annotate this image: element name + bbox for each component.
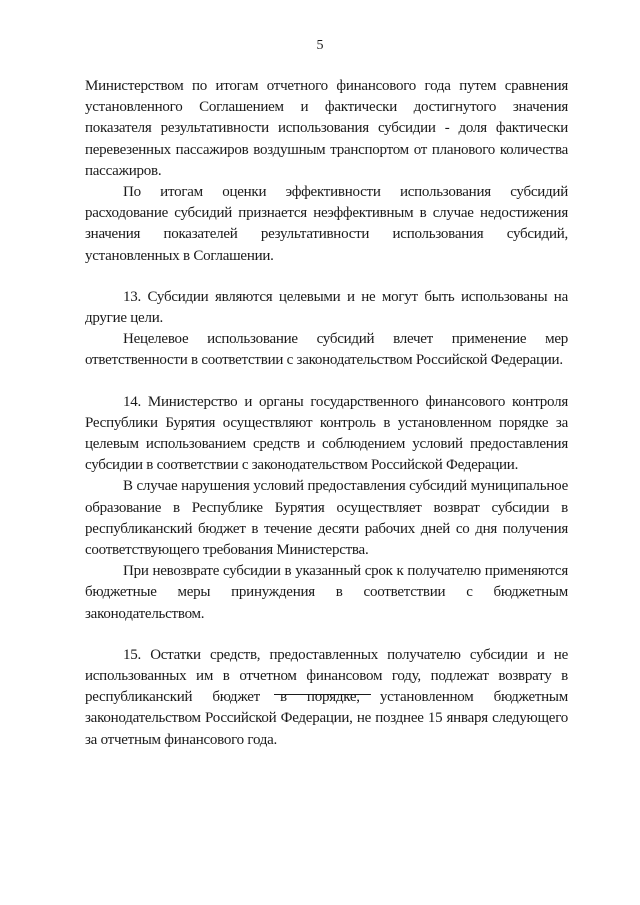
page-number: 5 <box>316 38 324 53</box>
paragraph-evaluation-method: Министерством по итогам отчетного финансового года путем сравнения установленного Соглашением и фактически достигнутого значения показателя результативности использования субсидии - доля фактически перевезенных пассажиров воздушным транспортом от планового количества пассажиров. <box>85 78 568 179</box>
end-of-document-rule <box>274 694 371 695</box>
paragraph-misuse-liability: Нецелевое использование субсидий влечет применение мер ответственности в соответствии с законодательством Российской Федерации. <box>85 331 568 369</box>
paragraph-enforcement-measures: При невозврате субсидии в указанный срок к получателю применяются бюджетные меры принуждения в соответствии с бюджетным законодательством. <box>85 563 568 622</box>
clause-13-targeted-use: 13. Субсидии являются целевыми и не могут быть использованы на другие цели. <box>85 288 568 327</box>
document-body <box>85 76 568 751</box>
clause-14-control: 14. Министерство и органы государственного финансового контроля Республики Бурятия осуществляют контроль в установленном порядке за целевым использованием средств и соблюдением условий предоставления субсидии в соответствии с законодательством Российской Федерации. <box>85 393 568 474</box>
clause-15-unused-funds: 15. Остатки средств, предоставленных получателю субсидии и не использованных им в отчетном финансовом году, подлежат возврату в республиканский бюджет в порядке, установленном бюджетным законодательством Российской Федерации, не позднее 15 января следующего за отчетным финансового года. <box>85 646 568 748</box>
paragraph-efficiency-assessment: По итогам оценки эффективности использования субсидий расходование субсидий признается неэффективным в случае недостижения значения показателей результативности использования субсидий, установленных в Соглашении. <box>85 184 568 264</box>
paragraph-violation-refund: В случае нарушения условий предоставления субсидий муниципальное образование в Республике Бурятия осуществляет возврат субсидии в республиканский бюджет в течение десяти рабочих дней со дня получения соответствующего требования Министерства. <box>85 478 568 559</box>
